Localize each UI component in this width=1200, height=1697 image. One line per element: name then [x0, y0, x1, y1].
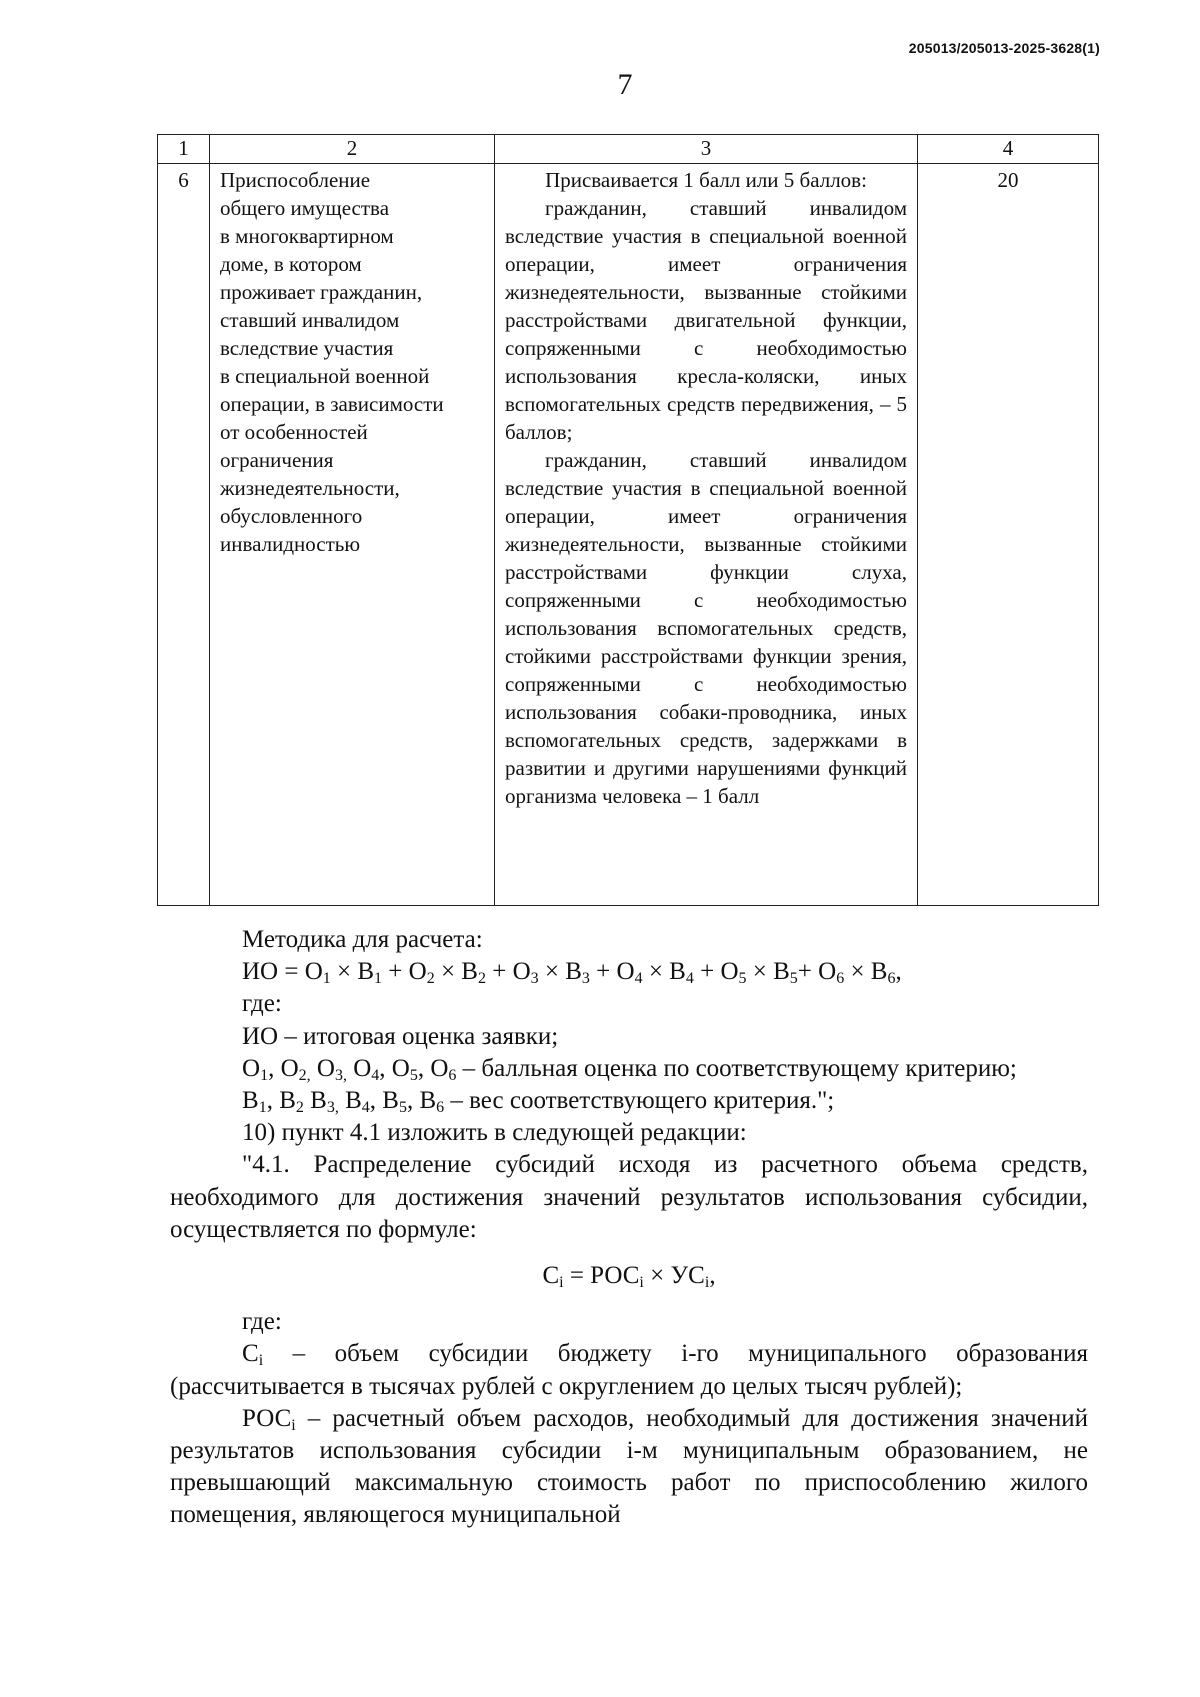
- criterion-line: проживает гражданин,: [220, 280, 423, 304]
- b-definition: $В_1$, $В_2$ $В_{3,}$ $В_4$, $В_5$, $В_6$ – вес соответствующего критерия.";: [242, 1087, 835, 1117]
- col-header-2: 2: [210, 135, 495, 164]
- scoring-cell: [495, 164, 918, 906]
- criterion-line: обусловленного: [220, 504, 363, 528]
- criterion-line: операции, в зависимости: [220, 392, 444, 416]
- where-label-2: где:: [242, 1308, 282, 1336]
- where-label: где:: [242, 990, 282, 1018]
- o-definition-text: – балльная оценка по соответствующему критерию;: [456, 1054, 1017, 1082]
- criterion-line: общего имущества: [220, 196, 390, 220]
- criterion-line: вследствие участия: [220, 336, 394, 360]
- document-id: 205013/205013-2025-3628(1): [908, 40, 1100, 56]
- criterion-line: Приспособление: [220, 168, 371, 192]
- criterion-line: ограничения: [220, 448, 334, 472]
- io-definition: ИО – итоговая оценка заявки;: [242, 1022, 559, 1050]
- b-definition-text: – вес соответствующего критерия.";: [444, 1087, 835, 1115]
- scoring-1-point: гражданин, ставший инвалидом вследствие участия в специальной военной операции, имеет ограничения жизнедеятельности, вызванные стойкими расстройствами функции слуха, сопряженными с необходимостью использования вспомогательных средств, стойкими расстройствами функции зрения, сопряженными с необходимостью использования собаки-проводника, иных вспомогательных средств, задержками в развитии и другими нарушениями функций организма человека – 1 балл: [505, 448, 907, 808]
- criterion-cell: [210, 164, 495, 906]
- criterion-weight: 20: [918, 164, 1099, 906]
- ci-formula: $С_i = РОС_i \times УС_i$,: [542, 1262, 716, 1292]
- roc-definition: $РОС_i$ – расчетный объем расходов, необходимый для достижения значений результатов использования субсидии i-м муниципальным образованием, не превышающий максимальную стоимость работ по приспособлению жилого помещения, являющегося муниципальной: [170, 1404, 1088, 1529]
- criterion-line: в специальной военной: [220, 364, 430, 388]
- criteria-table: [157, 134, 1099, 906]
- criterion-line: инвалидностью: [220, 532, 361, 556]
- table-row: [158, 164, 1099, 906]
- table-header-row: [158, 135, 1099, 164]
- criterion-line: жизнедеятельности,: [220, 476, 400, 500]
- document-body: [170, 924, 1088, 1532]
- criterion-line: доме, в котором: [220, 252, 362, 276]
- criterion-line: от особенностей: [220, 420, 368, 444]
- ci-definition-text: – объем субсидии бюджету i-го муниципального образования (рассчитывается в тысячах рублей с округлением до целых тысяч рублей);: [170, 1340, 1088, 1400]
- paragraph-4-1: "4.1. Распределение субсидий исходя из расчетного объема средств, необходимого для достижения значений результатов использования субсидии, осуществляется по формуле:: [170, 1151, 1088, 1243]
- roc-definition-text: – расчетный объем расходов, необходимый для достижения значений результатов использования субсидии i-м муниципальным образованием, не превышающий максимальную стоимость работ по приспособлению жилого помещения, являющегося муниципальной: [170, 1404, 1088, 1529]
- o-definition: $О_1$, $О_{2,}$ $О_{3,}$ $О_4$, $О_5$, $О_6$ – балльная оценка по соответствующему критерию;: [242, 1054, 1017, 1084]
- col-header-3: 3: [495, 135, 918, 164]
- col-header-1: 1: [158, 135, 210, 164]
- criterion-line: в многоквартирном: [220, 224, 394, 248]
- page-number: 7: [617, 68, 633, 101]
- criterion-line: ставший инвалидом: [220, 308, 400, 332]
- scoring-5-points: гражданин, ставший инвалидом вследствие участия в специальной военной операции, имеет ограничения жизнедеятельности, вызванные стойкими расстройствами двигательной функции, сопряженными с необходимостью использования кресла-коляски, иных вспомогательных средств передвижения, – 5 баллов;: [505, 196, 907, 444]
- col-header-4: 4: [918, 135, 1099, 164]
- io-formula: ИО = $О_1 \times В_1 + О_2 \times В_2 + О_3 \times В_3 + О_4 \times В_4 + О_5 \times В_5+ О_6 \times В_6$,: [242, 958, 902, 988]
- item-10: 10) пункт 4.1 изложить в следующей редакции:: [242, 1119, 747, 1147]
- ci-definition: $С_i$ – объем субсидии бюджету i-го муниципального образования (рассчитывается в тысячах рублей с округлением до целых тысяч рублей);: [170, 1340, 1088, 1400]
- scoring-intro: Присваивается 1 балл или 5 баллов:: [545, 168, 867, 192]
- row-number: 6: [158, 164, 210, 906]
- method-title: Методика для расчета:: [242, 926, 483, 953]
